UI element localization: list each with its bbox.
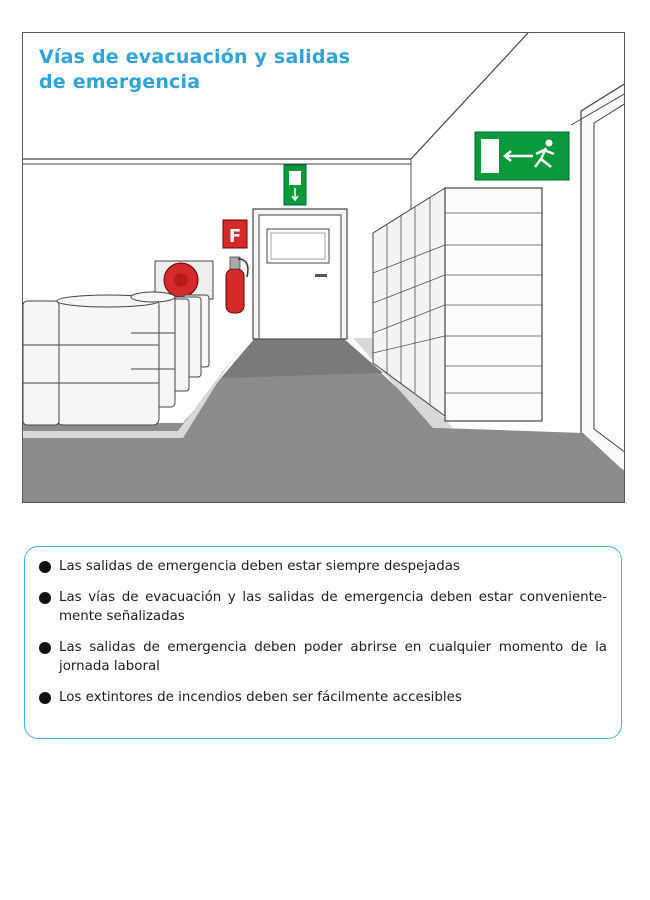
list-item-text: Las salidas de emergencia deben estar siempre despejadas [59, 559, 460, 574]
warehouse-scene [23, 33, 625, 503]
guidelines-card [24, 546, 622, 739]
bullet-icon [39, 561, 51, 573]
guidelines-list [39, 557, 607, 719]
title-line-2: de emergencia [39, 71, 201, 93]
list-item-text: Las salidas de emergencia deben poder abrirse en cualquier momento de la jornada laboral [59, 640, 607, 674]
bullet-icon [39, 642, 51, 654]
list-item [39, 688, 607, 707]
extinguisher-sign-letter: F [228, 226, 242, 247]
title-line-1: Vías de evacuación y salidas [39, 46, 351, 68]
list-item-text: Los extintores de incendios deben ser fácilmente accesibles [59, 690, 462, 705]
warehouse-illustration [22, 32, 625, 503]
list-item [39, 557, 607, 576]
list-item [39, 638, 607, 676]
list-item-text: Las vías de evacuación y las salidas de emergencia deben estar conveniente-mente señalizadas [59, 590, 607, 624]
page-title [39, 45, 350, 95]
bullet-icon [39, 692, 51, 704]
list-item [39, 588, 607, 626]
bullet-icon [39, 592, 51, 604]
